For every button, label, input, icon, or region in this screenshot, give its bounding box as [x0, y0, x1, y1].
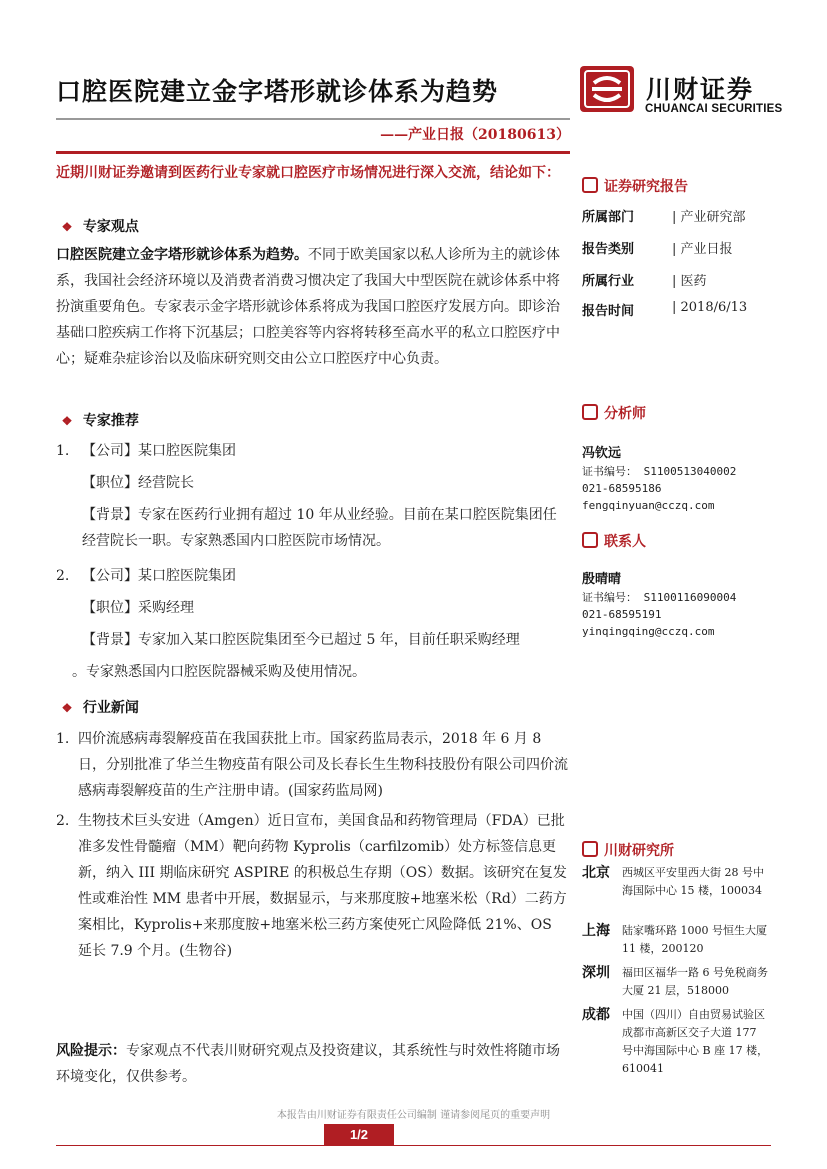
office-city: 上海	[582, 923, 610, 939]
office-address: 西城区平安里西大街 28 号中海国际中心 15 楼，100034	[622, 866, 764, 897]
expert-position: 【职位】经营院长	[82, 475, 194, 491]
meta-value-text: 产业研究部	[680, 210, 746, 225]
office-item	[582, 920, 772, 962]
analyst-phone: 021-68595186	[582, 482, 662, 495]
intro-text: 近期川财证券邀请到医药行业专家就口腔医疗市场情况进行深入交流，结论如下：	[56, 165, 560, 181]
sidebar-report-heading	[582, 176, 688, 196]
sidebar-heading-label: 分析师	[604, 406, 646, 422]
section-marker-icon	[582, 177, 598, 193]
meta-label: 所属行业	[582, 274, 635, 289]
section-heading-label: 行业新闻	[82, 700, 139, 716]
expert-position: 【职位】采购经理	[82, 600, 194, 616]
list-number: 2.	[56, 568, 70, 584]
expert-view-paragraph	[56, 242, 570, 372]
expert-background: 【背景】专家加入某口腔医院集团至今已超过 5 年，目前任职采购经理	[82, 632, 520, 648]
office-item	[582, 962, 772, 1004]
office-city: 深圳	[582, 965, 610, 981]
office-item	[582, 1004, 772, 1080]
analyst-email: fengqinyuan@cczq.com	[582, 499, 715, 512]
logo-english-text: CHUANCAI SECURITIES	[645, 103, 783, 115]
diamond-bullet-icon: ❖	[61, 701, 73, 715]
meta-value: | 医药	[672, 274, 707, 289]
section-marker-icon	[582, 404, 598, 420]
list-number: 1.	[56, 443, 70, 459]
risk-notice	[56, 1038, 570, 1090]
office-address: 福田区福华一路 6 号免税商务大厦 21 层，518000	[622, 966, 768, 997]
sidebar-institute-heading	[582, 840, 674, 860]
meta-row	[582, 300, 772, 330]
logo-chinese-text: 川财证券	[646, 75, 755, 104]
office-item	[582, 862, 772, 920]
sidebar-analyst-heading	[582, 403, 646, 423]
expert-company: 【公司】某口腔医院集团	[82, 443, 236, 459]
footer-disclaimer: 本报告由川财证券有限责任公司编制 谨请参阅尾页的重要声明	[276, 1110, 551, 1121]
diamond-bullet-icon: ❖	[61, 220, 73, 234]
meta-label: 报告时间	[582, 304, 635, 319]
meta-row	[582, 206, 772, 238]
expert-view-body: 不同于欧美国家以私人诊所为主的就诊体系，我国社会经济环境以及消费者消费习惯决定了我国大中型医院在就诊体系中将扮演重要角色。专家表示金字塔形就诊体系将成为我国口腔医疗发展方向。即诊治基础口腔疾病工作将下沉基层；口腔美容等内容将转移至高水平的私立口腔医疗中心；疑难杂症诊治以及临床研究则交由公立口腔医疗中心负责。	[56, 247, 560, 367]
diamond-bullet-icon: ❖	[61, 414, 73, 428]
list-number: 2.	[56, 813, 70, 829]
office-address: 陆家嘴环路 1000 号恒生大厦 11 楼，200120	[622, 924, 767, 955]
list-number: 1.	[56, 731, 70, 747]
report-subtitle: ——产业日报（20180613）	[380, 127, 570, 143]
risk-text: 专家观点不代表川财研究观点及投资建议，其系统性与时效性将随市场环境变化，仅供参考。	[56, 1043, 560, 1085]
analyst-cert: 证书编号： S1100513040002	[582, 465, 737, 478]
section-heading-label: 专家观点	[82, 219, 139, 235]
contact-email: yinqingqing@cczq.com	[582, 625, 715, 638]
contact-card	[582, 568, 736, 640]
contact-name: 殷晴晴	[582, 572, 622, 587]
meta-row	[582, 270, 772, 300]
meta-value-text: 医药	[680, 274, 707, 289]
expert-item-1	[56, 438, 570, 554]
section-marker-icon	[582, 532, 598, 548]
title-rule	[56, 118, 570, 120]
office-list	[582, 862, 772, 1080]
sidebar-heading-label: 联系人	[604, 534, 646, 550]
sidebar-contact-heading	[582, 531, 646, 551]
footer-rule	[56, 1145, 771, 1146]
office-city: 成都	[582, 1007, 610, 1023]
office-city: 北京	[582, 865, 610, 881]
meta-label: 报告类别	[582, 242, 635, 257]
meta-value-text: 产业日报	[680, 242, 733, 257]
analyst-card	[582, 442, 736, 514]
meta-value: | 产业日报	[672, 242, 733, 257]
section-marker-icon	[582, 841, 598, 857]
section-industry-news-heading	[56, 697, 139, 717]
sidebar-heading-label: 证券研究报告	[604, 179, 688, 195]
expert-view-lead: 口腔医院建立金字塔形就诊体系为趋势。	[56, 247, 308, 263]
news-item-1	[56, 726, 570, 804]
expert-company: 【公司】某口腔医院集团	[82, 568, 236, 584]
page-number: 1/2	[324, 1124, 394, 1146]
meta-value: | 产业研究部	[672, 210, 746, 225]
expert-background: 【背景】专家在医药行业拥有超过 10 年从业经验。目前在某口腔医院集团任经营院长一职。专家熟悉国内口腔医院市场情况。	[82, 507, 557, 549]
expert-item-2	[56, 563, 570, 685]
section-expert-recommend-heading	[56, 410, 139, 430]
header-divider	[56, 151, 570, 154]
section-heading-label: 专家推荐	[82, 413, 139, 429]
news-item-2	[56, 808, 570, 964]
chuancai-logo-icon	[580, 66, 634, 112]
analyst-name: 冯钦远	[582, 446, 622, 461]
meta-row	[582, 238, 772, 270]
sidebar-heading-label: 川财研究所	[604, 843, 674, 859]
expert-background-tail: 。专家熟悉国内口腔医院器械采购及使用情况。	[72, 664, 366, 680]
section-expert-view-heading	[56, 216, 139, 236]
news-text: 四价流感病毒裂解疫苗在我国获批上市。国家药监局表示，2018 年 6 月 8 日，分别批准了华兰生物疫苗有限公司及长春长生生物科技股份有限公司四价流感病毒裂解疫苗的生产注册申请。(国家药监局网)	[78, 731, 568, 799]
contact-phone: 021-68595191	[582, 608, 662, 621]
page-title: 口腔医院建立金字塔形就诊体系为趋势	[56, 77, 499, 106]
risk-label: 风险提示：	[56, 1043, 126, 1059]
news-text: 生物技术巨头安进（Amgen）近日宣布，美国食品和药物管理局（FDA）已批准多发性骨髓瘤（MM）靶向药物 Kyprolis（carfilzomib）处方标签信息更新，纳入 III 期临床研究 ASPIRE 的积极总生存期（OS）数据。该研究在复发性或难治性 MM 患者中开展，数据显示，与来那度胺+地塞米松（Rd）二药方案相比，Kyprolis+来那度胺+地塞米松三药方案使死亡风险降低 21%、OS 延长 7.9 个月。(生物谷)	[78, 813, 567, 959]
meta-value-text: 2018/6/13	[680, 300, 748, 315]
meta-label: 所属部门	[582, 210, 635, 225]
report-meta	[582, 206, 772, 330]
meta-value: | 2018/6/13	[672, 300, 748, 315]
office-address: 中国（四川）自由贸易试验区成都市高新区交子大道 177 号中海国际中心 B 座 17 楼，610041	[622, 1008, 769, 1075]
contact-cert: 证书编号： S1100116090004	[582, 591, 737, 604]
